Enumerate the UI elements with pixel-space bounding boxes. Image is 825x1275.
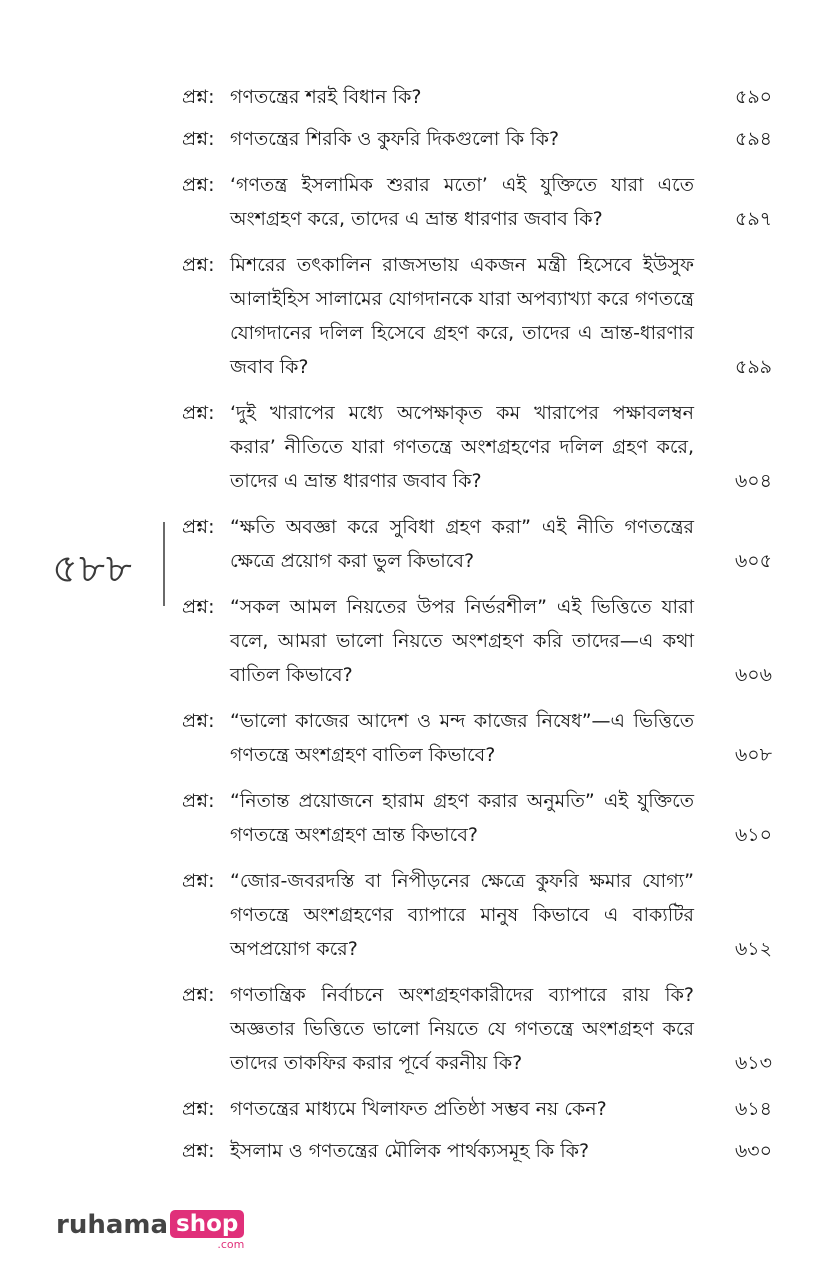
entry-text: “নিতান্ত প্রয়োজনে হারাম গ্রহণ করার অনুমতি” এই যুক্তিতে গণতন্ত্রে অংশগ্রহণ ভ্রান্ত কিভাবে? [230, 790, 694, 846]
toc-entry [182, 978, 772, 1080]
toc-entry [182, 704, 772, 772]
toc-entry [182, 1092, 772, 1126]
question-prefix: প্রশ্ন: [182, 254, 215, 276]
entry-text: গণতান্ত্রিক নির্বাচনে অংশগ্রহণকারীদের ব্যাপারে রায় কি? অজ্ঞতার ভিত্তিতে ভালো নিয়তে যে গণতন্ত্রে অংশগ্রহণ করে তাদের তাকফির করার পূর্বে করনীয় কি? [230, 984, 694, 1074]
entry-text: ইসলাম ও গণতন্ত্রের মৌলিক পার্থক্যসমূহ কি কি? [230, 1140, 590, 1162]
entry-text: “সকল আমল নিয়তের উপর নির্ভরশীল” এই ভিত্তিতে যারা বলে, আমরা ভালো নিয়তে অংশগ্রহণ করি তাদের—এ কথা বাতিল কিভাবে? [230, 596, 694, 686]
entry-page: ৬০৮ [734, 744, 772, 766]
entry-page: ৫৯৪ [735, 128, 772, 150]
brand-logo [56, 1210, 244, 1251]
toc-entry [182, 122, 772, 156]
toc-entry [182, 510, 772, 578]
toc-entry [182, 590, 772, 692]
brand-name-shop: shop [170, 1210, 244, 1238]
entry-text: ‘গণতন্ত্র ইসলামিক শুরার মতো’ এই যুক্তিতে যারা এতে অংশগ্রহণ করে, তাদের এ ভ্রান্ত ধারণার জবাব কি? [230, 174, 694, 230]
question-prefix: প্রশ্ন: [182, 516, 215, 538]
entry-text: মিশরের তৎকালিন রাজসভায় একজন মন্ত্রী হিসেবে ইউসুফ আলাইহিস সালামের যোগদানকে যারা অপব্যাখ্যা করে গণতন্ত্রে যোগদানের দলিল হিসেবে গ্রহণ করে, তাদের এ ভ্রান্ত-ধারণার জবাব কি? [230, 254, 694, 378]
toc-entry [182, 396, 772, 498]
question-prefix: প্রশ্ন: [182, 402, 215, 424]
entry-page: ৫৯০ [734, 86, 772, 108]
toc-entry [182, 168, 772, 236]
entry-page: ৫৯৭ [734, 208, 772, 230]
question-prefix: প্রশ্ন: [182, 1140, 215, 1162]
table-of-contents [182, 80, 772, 1168]
entry-text: “জোর-জবরদস্তি বা নিপীড়নের ক্ষেত্রে কুফরি ক্ষমার যোগ্য” গণতন্ত্রে অংশগ্রহণের ব্যাপারে মানুষ কিভাবে এ বাক্যটির অপপ্রয়োগ করে? [230, 870, 694, 960]
question-prefix: প্রশ্ন: [182, 1098, 215, 1120]
entry-page: ৫৯৯ [735, 356, 772, 378]
question-prefix: প্রশ্ন: [182, 128, 215, 150]
question-prefix: প্রশ্ন: [182, 710, 215, 732]
entry-page: ৬০৪ [734, 470, 772, 492]
question-prefix: প্রশ্ন: [182, 790, 215, 812]
entry-page: ৬১০ [734, 824, 772, 846]
entry-text: গণতন্ত্রের মাধ্যমে খিলাফত প্রতিষ্ঠা সম্ভব নয় কেন? [230, 1098, 607, 1120]
entry-text: ‘দুই খারাপের মধ্যে অপেক্ষাকৃত কম খারাপের পক্ষাবলম্বন করার’ নীতিতে যারা গণতন্ত্রে অংশগ্রহণের দলিল গ্রহণ করে, তাদের এ ভ্রান্ত ধারণার জবাব কি? [230, 402, 694, 492]
entry-text: “ক্ষতি অবজ্ঞা করে সুবিধা গ্রহণ করা” এই নীতি গণতন্ত্রের ক্ষেত্রে প্রয়োগ করা ভুল কিভাবে? [230, 516, 694, 572]
brand-name-ruhama: ruhama [56, 1210, 169, 1240]
toc-entry [182, 80, 772, 114]
entry-page: ৬০৫ [734, 550, 772, 572]
entry-page: ৬১৪ [734, 1098, 772, 1120]
toc-entry [182, 784, 772, 852]
page-number: ৫৮৮ [52, 546, 133, 592]
toc-entry [182, 248, 772, 384]
toc-entry [182, 1134, 772, 1168]
entry-text: “ভালো কাজের আদেশ ও মন্দ কাজের নিষেধ”—এ ভিত্তিতে গণতন্ত্রে অংশগ্রহণ বাতিল কিভাবে? [230, 710, 694, 766]
entry-page: ৬০৬ [734, 664, 772, 686]
question-prefix: প্রশ্ন: [182, 174, 215, 196]
entry-text: গণতন্ত্রের শিরকি ও কুফরি দিকগুলো কি কি? [230, 128, 560, 150]
question-prefix: প্রশ্ন: [182, 870, 215, 892]
entry-page: ৬১২ [734, 938, 772, 960]
question-prefix: প্রশ্ন: [182, 86, 215, 108]
brand-domain: .com [217, 1238, 245, 1251]
question-prefix: প্রশ্ন: [182, 596, 215, 618]
entry-page: ৬৩০ [734, 1140, 772, 1162]
brand-shop-block [170, 1210, 244, 1251]
question-prefix: প্রশ্ন: [182, 984, 215, 1006]
toc-entry [182, 864, 772, 966]
entry-text: গণতন্ত্রের শরই বিধান কি? [230, 86, 422, 108]
page-divider [163, 522, 165, 606]
entry-page: ৬১৩ [734, 1052, 772, 1074]
